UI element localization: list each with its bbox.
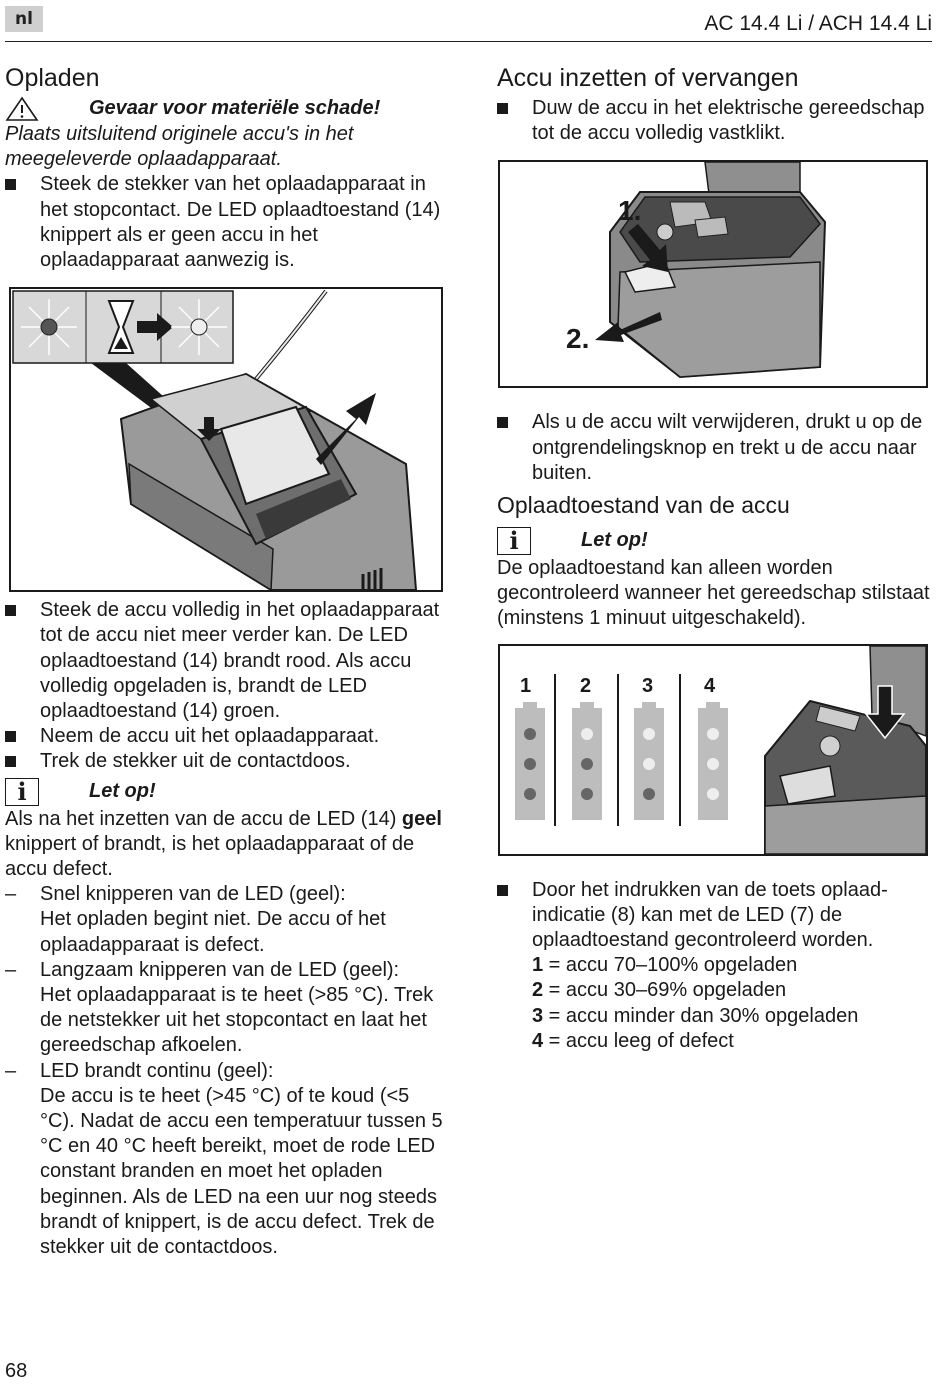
step-unplug: Trek de stekker uit de contactdoos. bbox=[5, 749, 445, 774]
level-item bbox=[497, 978, 932, 1003]
header-rule bbox=[5, 41, 932, 42]
warning-text: Plaats uitsluitend originele accu's in het meegeleverde oplaadapparaat. bbox=[5, 123, 354, 171]
dash-head: – Langzaam knipperen van de LED (geel): bbox=[40, 958, 400, 981]
step-remove-battery: Neem de accu uit het oplaadapparaat. bbox=[5, 724, 445, 749]
warning-header bbox=[5, 96, 445, 122]
step-label-2: 2. bbox=[566, 323, 590, 355]
page-number: 68 bbox=[5, 1360, 28, 1382]
level-item bbox=[497, 1029, 932, 1054]
level-item bbox=[497, 953, 932, 978]
charger-figure bbox=[9, 287, 443, 592]
dash-head: – LED brandt continu (geel): bbox=[40, 1059, 274, 1082]
level-num: 1 bbox=[532, 954, 544, 977]
dash-body: De accu is te heet (>45 °C) of te koud (<5 °C). Nadat de accu een temperatuur tussen 5 °C en 40 °C heeft bereikt, moet de rode LED constant branden en moet het opladen beginnen. Als de LED na een uur nog steeds brandt of knippert, is de accu defect. Trek de stekker uit de contactdoos. bbox=[40, 1084, 443, 1259]
dash-item bbox=[5, 958, 445, 1059]
gauge-4 bbox=[698, 702, 728, 820]
note-text bbox=[5, 807, 445, 883]
section-title-accu-inzetten: Accu inzetten of vervangen bbox=[497, 64, 799, 92]
right-column bbox=[497, 62, 932, 1054]
step-label-1: 1. bbox=[618, 195, 642, 227]
note-title: Let op! bbox=[581, 529, 648, 552]
battery-insert-figure bbox=[498, 160, 928, 388]
dash-item bbox=[5, 882, 445, 958]
level-num: 4 bbox=[532, 1029, 544, 1052]
warning-triangle-icon bbox=[5, 96, 39, 122]
level-item bbox=[497, 1004, 932, 1029]
level-text: = accu leeg of defect bbox=[543, 1029, 734, 1052]
gauge-2 bbox=[572, 702, 602, 820]
section-title-oplaadtoestand: Oplaadtoestand van de accu bbox=[497, 492, 790, 519]
step-plug-in: Steek de stekker van het oplaadapparaat in het stopcontact. De LED oplaadtoestand (14) knippert als er geen accu in het oplaadapparaat aanwezig is. bbox=[5, 172, 445, 273]
note-text-part: knippert of brandt, is het oplaadapparaat of de accu defect. bbox=[5, 832, 415, 881]
note-header-right bbox=[497, 526, 932, 556]
language-tag: nl bbox=[5, 6, 43, 32]
step-push-battery: Duw de accu in het elektrische gereedschap tot de accu volledig vastklikt. bbox=[497, 96, 932, 146]
info-icon: i bbox=[497, 527, 531, 555]
charge-state-figure bbox=[498, 644, 928, 856]
gauge-1 bbox=[515, 702, 545, 820]
dash-item bbox=[5, 1059, 445, 1261]
note-text-right: De oplaadtoestand kan alleen worden gecontroleerd wanneer het gereedschap stilstaat (minstens 1 minuut uitgeschakeld). bbox=[497, 557, 930, 630]
level-text: = accu minder dan 30% opgeladen bbox=[543, 1004, 859, 1027]
step-remove-from-tool: Als u de accu wilt verwijderen, drukt u op de ontgrendelingsknop en trekt u de accu naar buiten. bbox=[497, 410, 932, 486]
gauge-3 bbox=[634, 702, 664, 820]
model-header: AC 14.4 Li / ACH 14.4 Li bbox=[704, 12, 932, 35]
info-icon: i bbox=[5, 778, 39, 806]
level-text: = accu 70–100% opgeladen bbox=[543, 954, 798, 977]
dash-body: Het oplaadapparaat is te heet (>85 °C). Trek de netstekker uit het stopcontact en laat het gereedschap afkoelen. bbox=[40, 984, 434, 1057]
note-title: Let op! bbox=[89, 780, 156, 803]
step-insert-battery: Steek de accu volledig in het oplaadapparaat tot de accu niet meer verder kan. De LED oplaadtoestand (14) brandt rood. Als accu volledig opgeladen is, brandt de LED oplaadtoestand (14) groen. bbox=[5, 598, 445, 724]
note-header bbox=[5, 777, 445, 807]
step-check-state: Door het indrukken van de toets oplaadindicatie (8) kan met de LED (7) de oplaadtoestand gecontroleerd worden. bbox=[497, 878, 932, 954]
section-title-opladen: Opladen bbox=[5, 64, 100, 92]
level-num: 2 bbox=[532, 979, 544, 1002]
level-text: = accu 30–69% opgeladen bbox=[543, 979, 787, 1002]
state-label-4: 4 bbox=[704, 674, 716, 697]
note-text-part: Als na het inzetten van de accu de LED (14) bbox=[5, 807, 402, 830]
level-num: 3 bbox=[532, 1004, 544, 1027]
state-label-3: 3 bbox=[642, 674, 654, 697]
state-label-1: 1 bbox=[520, 674, 532, 697]
note-text-bold: geel bbox=[401, 807, 442, 830]
state-label-2: 2 bbox=[580, 674, 592, 697]
warning-title: Gevaar voor materiële schade! bbox=[89, 97, 381, 120]
dash-body: Het opladen begint niet. De accu of het oplaadapparaat is defect. bbox=[40, 908, 386, 956]
left-column bbox=[5, 62, 445, 1260]
dash-head: – Snel knipperen van de LED (geel): bbox=[40, 883, 346, 906]
